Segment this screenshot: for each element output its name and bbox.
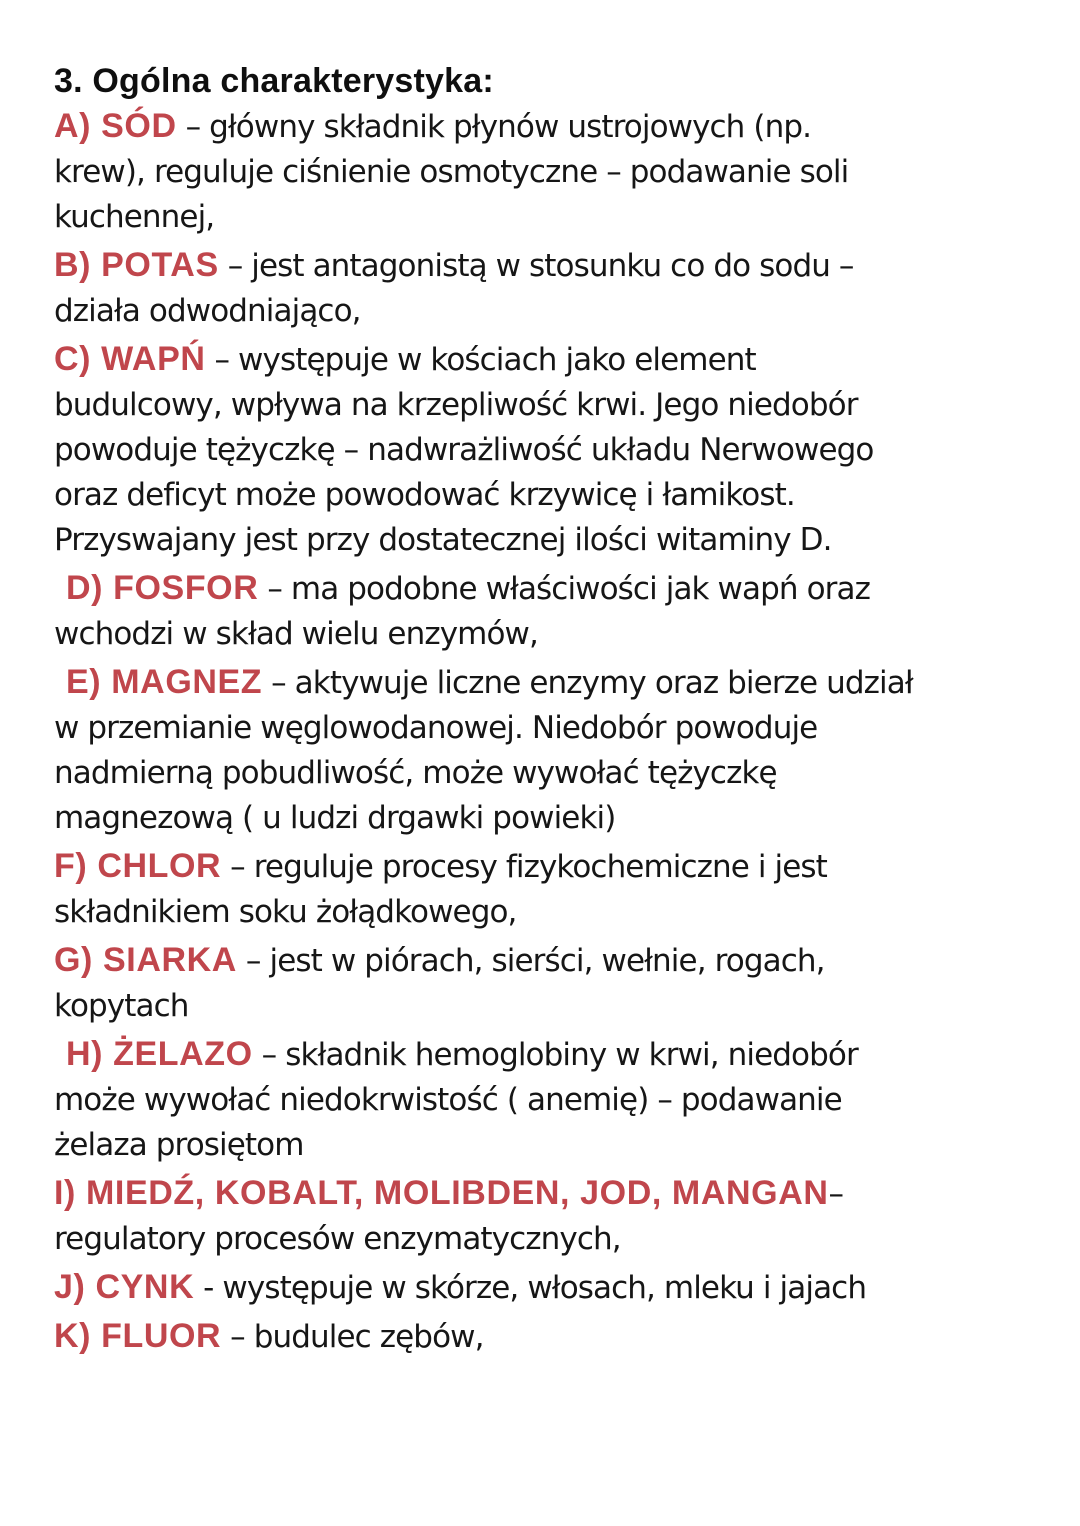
entry-line <box>54 1171 1054 1217</box>
entry-mikroelementy <box>54 1171 1054 1262</box>
entry-zelazo <box>54 1032 1054 1168</box>
entry-line <box>54 938 1054 984</box>
entry-label: I) MIEDŹ, KOBALT, MOLIBDEN, JOD, MANGAN <box>54 1174 829 1212</box>
entry-sod <box>54 104 1054 240</box>
entry-text: – aktywuje liczne enzymy oraz bierze udział <box>262 665 913 701</box>
entry-line: regulatory procesów enzymatycznych, <box>54 1221 621 1257</box>
entry-text: – <box>828 1176 844 1212</box>
entry-line: budulcowy, wpływa na krzepliwość krwi. Jego niedobór <box>54 387 858 423</box>
document-page <box>54 58 1054 1360</box>
entry-text: – występuje w kościach jako element <box>205 342 756 378</box>
section-heading: 3. Ogólna charakterystyka: <box>54 62 494 100</box>
entry-text: - występuje w skórze, włosach, mleku i jajach <box>194 1270 867 1306</box>
entry-text: – jest antagonistą w stosunku co do sodu – <box>218 248 854 284</box>
entry-line <box>54 104 1054 150</box>
entry-line: magnezową ( u ludzi drgawki powieki) <box>54 800 616 836</box>
entry-potas <box>54 243 1054 334</box>
entry-line: kuchennej, <box>54 199 215 235</box>
entry-line: żelaza prosiętom <box>54 1127 304 1163</box>
entry-label: E) MAGNEZ <box>66 663 263 701</box>
entry-text: – główny składnik płynów ustrojowych (np. <box>176 109 812 145</box>
entry-wapn <box>54 337 1054 563</box>
entry-line: oraz deficyt może powodować krzywicę i łamikost. <box>54 477 795 513</box>
entry-text: – składnik hemoglobiny w krwi, niedobór <box>252 1037 858 1073</box>
entry-line: składnikiem soku żołądkowego, <box>54 894 517 930</box>
entry-magnez <box>54 660 1054 841</box>
entry-line <box>54 243 1054 289</box>
entry-chlor <box>54 844 1054 935</box>
entry-fosfor <box>54 566 1054 657</box>
entry-label: F) CHLOR <box>54 847 222 885</box>
entry-text: – reguluje procesy fizykochemiczne i jest <box>221 849 827 885</box>
entry-label: K) FLUOR <box>54 1317 222 1355</box>
entry-label: D) FOSFOR <box>66 569 259 607</box>
entry-label: B) POTAS <box>54 246 219 284</box>
entry-line: kopytach <box>54 988 189 1024</box>
entry-line <box>66 566 1054 612</box>
entry-text: – budulec zębów, <box>221 1319 484 1355</box>
entry-line <box>66 1032 1054 1078</box>
entry-label: H) ŻELAZO <box>66 1035 253 1073</box>
entry-label: A) SÓD <box>54 107 177 145</box>
entry-line: w przemianie węglowodanowej. Niedobór powoduje <box>54 710 818 746</box>
entry-line <box>66 660 1054 706</box>
entry-line: wchodzi w skład wielu enzymów, <box>54 616 538 652</box>
entry-line: działa odwodniająco, <box>54 293 361 329</box>
entry-line <box>54 844 1054 890</box>
entry-text: – ma podobne właściwości jak wapń oraz <box>258 571 870 607</box>
entry-label: C) WAPŃ <box>54 340 206 378</box>
entry-line: nadmierną pobudliwość, może wywołać tężyczkę <box>54 755 777 791</box>
entry-cynk <box>54 1265 1054 1311</box>
entry-label: G) SIARKA <box>54 941 237 979</box>
entry-label: J) CYNK <box>54 1268 195 1306</box>
entry-line <box>54 1265 1054 1311</box>
entry-line: powoduje tężyczkę – nadwrażliwość układu Nerwowego <box>54 432 874 468</box>
entry-siarka <box>54 938 1054 1029</box>
entry-fluor <box>54 1314 1054 1360</box>
entry-line <box>54 337 1054 383</box>
entry-line: krew), reguluje ciśnienie osmotyczne – podawanie soli <box>54 154 849 190</box>
entry-line: Przyswajany jest przy dostatecznej ilości witaminy D. <box>54 522 832 558</box>
entry-line: może wywołać niedokrwistość ( anemię) – podawanie <box>54 1082 842 1118</box>
entry-line <box>54 1314 1054 1360</box>
entry-text: – jest w piórach, sierści, wełnie, rogach, <box>236 943 825 979</box>
